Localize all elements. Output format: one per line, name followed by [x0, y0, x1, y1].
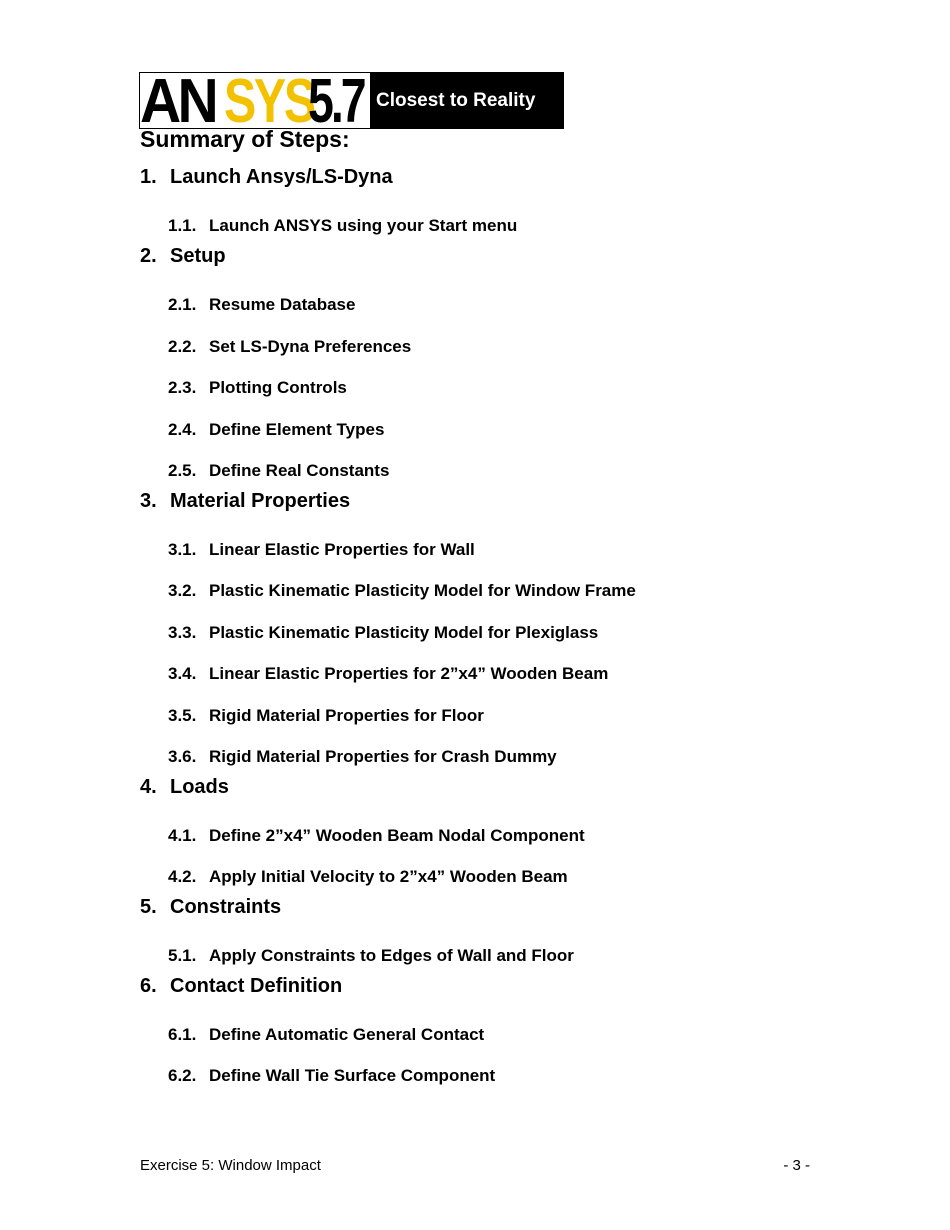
substep-2-1 [168, 295, 355, 315]
step-label: Constraints [170, 896, 282, 918]
ansys-logo [139, 72, 564, 129]
substep-label: Linear Elastic Properties for 2”x4” Wooden Beam [209, 664, 609, 683]
logo-brand-sys: SYS [224, 73, 314, 128]
substep-label: Apply Constraints to Edges of Wall and Floor [209, 946, 574, 965]
substep-label: Define 2”x4” Wooden Beam Nodal Component [209, 826, 585, 845]
substep-2-4 [168, 420, 384, 440]
substep-number: 4.1. [168, 826, 197, 845]
substep-number: 6.2. [168, 1066, 197, 1085]
substep-3-6 [168, 747, 557, 767]
step-label: Setup [170, 245, 226, 267]
substep-3-5 [168, 706, 484, 726]
substep-number: 5.1. [168, 946, 197, 965]
substep-label: Apply Initial Velocity to 2”x4” Wooden Beam [209, 867, 568, 886]
substep-label: Set LS-Dyna Preferences [209, 337, 412, 356]
step-4 [140, 776, 229, 799]
substep-label: Plotting Controls [209, 378, 347, 397]
substep-number: 1.1. [168, 216, 197, 235]
substep-label: Launch ANSYS using your Start menu [209, 216, 518, 235]
step-label: Contact Definition [170, 975, 343, 997]
substep-number: 2.4. [168, 420, 197, 439]
step-number: 2. [140, 245, 157, 267]
substep-number: 2.5. [168, 461, 197, 480]
substep-number: 4.2. [168, 867, 197, 886]
step-1 [140, 166, 393, 189]
substep-6-2 [168, 1066, 495, 1086]
substep-1-1 [168, 216, 517, 236]
page-title: Summary of Steps: [140, 126, 350, 152]
substep-label: Define Element Types [209, 420, 385, 439]
substep-label: Resume Database [209, 295, 356, 314]
ansys-wordmark [140, 73, 370, 128]
logo-version: 5.7 [308, 73, 364, 128]
substep-label: Define Wall Tie Surface Component [209, 1066, 496, 1085]
substep-number: 3.4. [168, 664, 197, 683]
step-number: 1. [140, 166, 157, 188]
step-label: Loads [170, 776, 229, 798]
substep-number: 2.1. [168, 295, 197, 314]
substep-label: Define Automatic General Contact [209, 1025, 485, 1044]
substep-2-3 [168, 378, 347, 398]
step-number: 5. [140, 896, 157, 918]
step-label: Material Properties [170, 490, 351, 512]
footer-page-number: - 3 - [783, 1157, 810, 1174]
step-number: 6. [140, 975, 157, 997]
substep-5-1 [168, 946, 574, 966]
step-3 [140, 490, 350, 513]
substep-label: Rigid Material Properties for Crash Dummy [209, 747, 557, 766]
substep-6-1 [168, 1025, 484, 1045]
step-number: 3. [140, 490, 157, 512]
substep-3-1 [168, 540, 475, 560]
substep-2-2 [168, 337, 411, 357]
step-label: Launch Ansys/LS-Dyna [170, 166, 393, 188]
step-number: 4. [140, 776, 157, 798]
step-2 [140, 245, 226, 268]
substep-3-3 [168, 623, 598, 643]
substep-4-2 [168, 867, 568, 887]
substep-label: Rigid Material Properties for Floor [209, 706, 484, 725]
step-6 [140, 975, 342, 998]
substep-label: Plastic Kinematic Plasticity Model for Window Frame [209, 581, 636, 600]
substep-label: Plastic Kinematic Plasticity Model for Plexiglass [209, 623, 599, 642]
substep-number: 3.3. [168, 623, 197, 642]
substep-4-1 [168, 826, 585, 846]
substep-number: 3.2. [168, 581, 197, 600]
substep-2-5 [168, 461, 389, 481]
substep-3-4 [168, 664, 608, 684]
substep-number: 6.1. [168, 1025, 197, 1044]
substep-number: 2.3. [168, 378, 197, 397]
substep-number: 3.5. [168, 706, 197, 725]
step-5 [140, 896, 281, 919]
substep-number: 3.1. [168, 540, 197, 559]
logo-tagline: Closest to Reality [376, 89, 536, 111]
substep-label: Define Real Constants [209, 461, 390, 480]
footer-exercise-title: Exercise 5: Window Impact [140, 1157, 321, 1174]
substep-number: 2.2. [168, 337, 197, 356]
substep-3-2 [168, 581, 636, 601]
substep-label: Linear Elastic Properties for Wall [209, 540, 475, 559]
substep-number: 3.6. [168, 747, 197, 766]
logo-brand-an: AN [140, 73, 216, 128]
